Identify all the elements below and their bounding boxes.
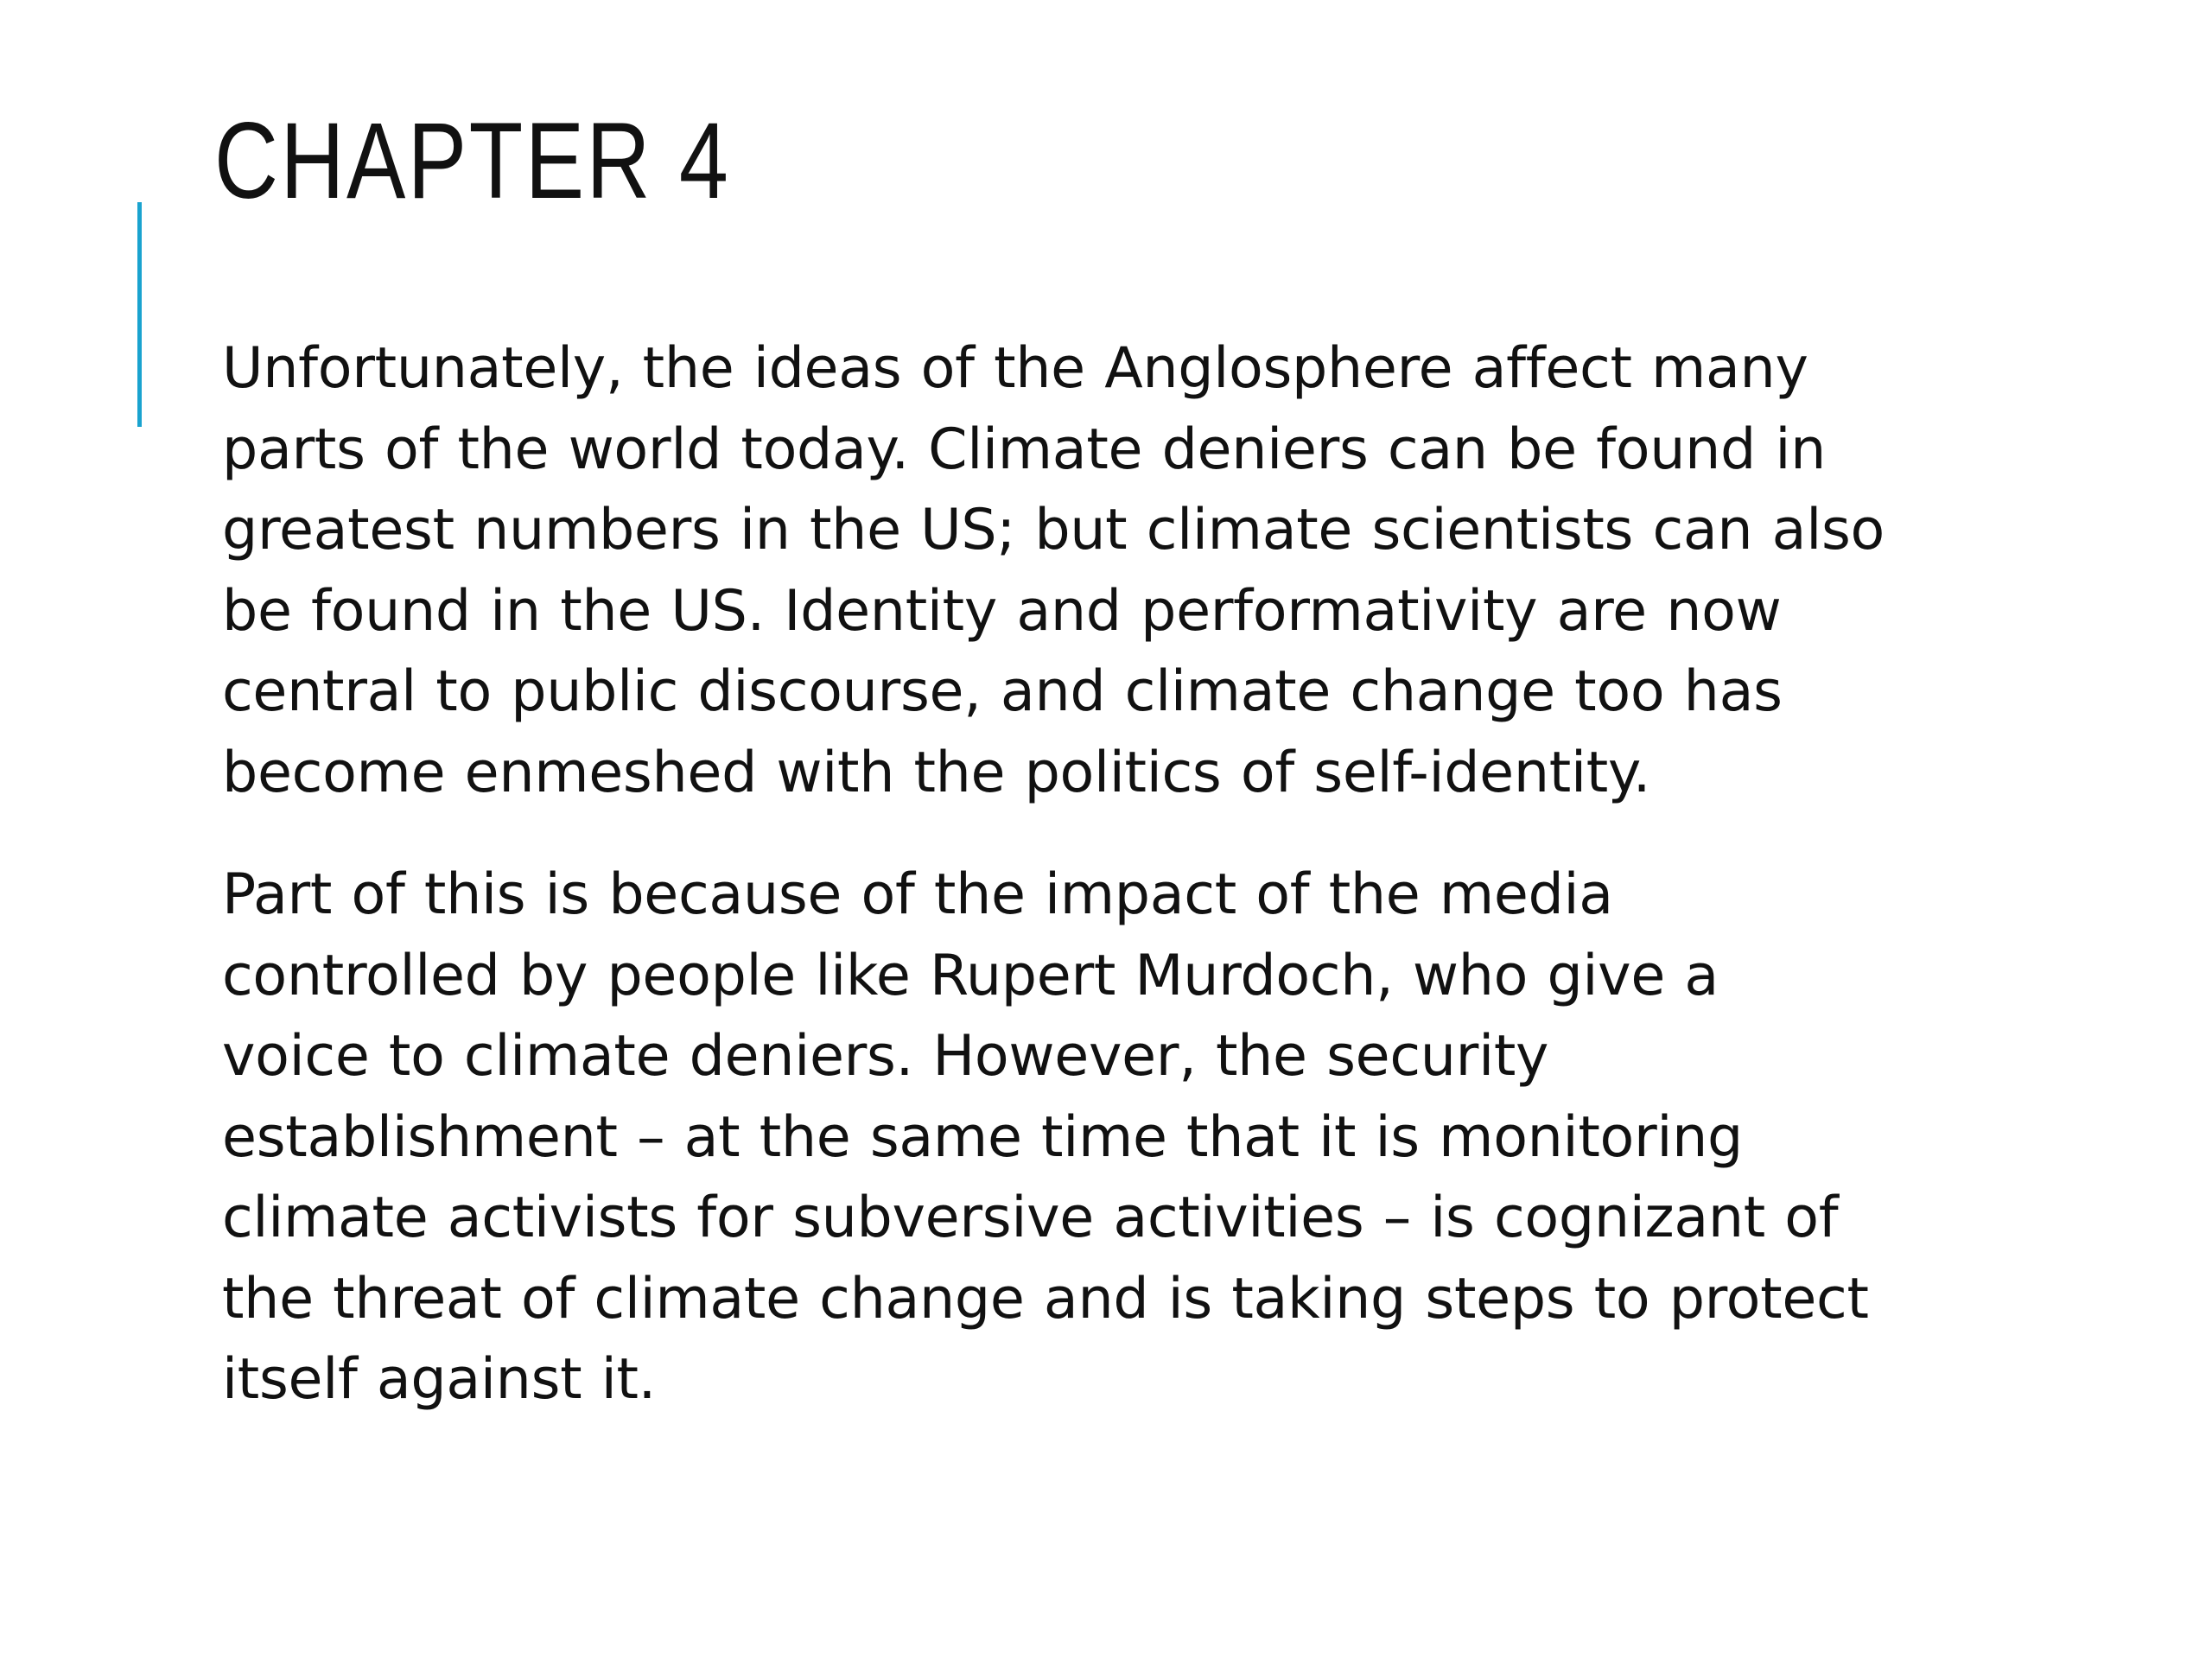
slide-title: CHAPTER 4: [214, 101, 731, 221]
accent-bar: [137, 202, 142, 427]
slide-body: [222, 328, 2002, 1462]
body-paragraph-2: Part of this is because of the impact of the media controlled by people like Rupert Murdoch, who give a voice to climate deniers. However, the security establishment – at the same time that it is monitoring climate activists for subversive activities – is cognizant of the threat of climate change and is taking steps to protect itself against it.: [222, 862, 1869, 1412]
body-paragraph-1: Unfortunately, the ideas of the Anglosphere affect many parts of the world today. Climate deniers can be found in greatest numbers in the US; but climate scientists can also be found in the US. Identity and performativity are now central to public discourse, and climate change too has become enmeshed with the politics of self-identity.: [222, 336, 1885, 805]
